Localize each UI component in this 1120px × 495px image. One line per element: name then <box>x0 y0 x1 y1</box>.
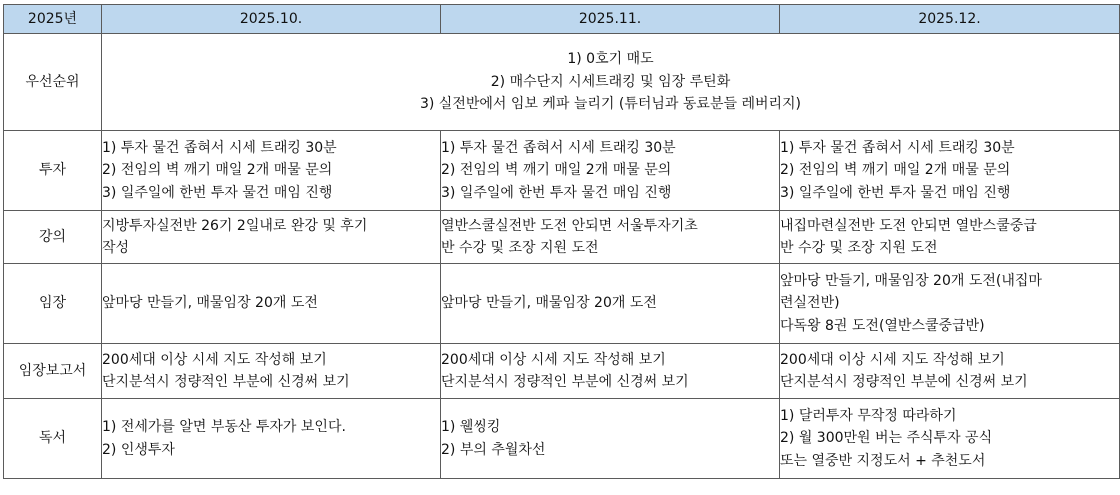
header-month-dec: 2025.12. <box>780 5 1120 34</box>
invest-oct-line-3: 3) 일주일에 한번 투자 물건 매임 진행 <box>102 184 333 201</box>
row-label-lecture: 강의 <box>4 211 102 264</box>
report-cell-nov <box>441 344 780 399</box>
priority-line-2: 2) 매수단지 시세트래킹 및 임장 루틴화 <box>490 73 731 90</box>
invest-row <box>4 131 1120 211</box>
report-row <box>4 344 1120 399</box>
reading-dec-line-2: 2) 월 300만원 버는 주식투자 공식 <box>780 430 993 447</box>
invest-nov-line-3: 3) 일주일에 한번 투자 물건 매임 진행 <box>441 184 672 201</box>
row-label-report: 임장보고서 <box>4 344 102 399</box>
invest-oct-line-1: 1) 투자 물건 좁혀서 시세 트래킹 30분 <box>102 139 337 156</box>
invest-dec-line-2: 2) 전임의 벽 깨기 매일 2개 매물 문의 <box>780 162 1011 179</box>
lecture-oct-line-1: 지방투자실전반 26기 2일내로 완강 및 후기 <box>102 217 368 234</box>
priority-cell <box>102 34 1120 131</box>
invest-nov-line-1: 1) 투자 물건 좁혀서 시세 트래킹 30분 <box>441 139 676 156</box>
field-nov-line-1: 앞마당 만들기, 매물임장 20개 도전 <box>441 295 657 312</box>
reading-row <box>4 399 1120 479</box>
report-oct-line-2: 단지분석시 정량적인 부분에 신경써 보기 <box>102 374 350 390</box>
invest-cell-oct <box>102 131 441 211</box>
report-nov-line-2: 단지분석시 정량적인 부분에 신경써 보기 <box>441 374 689 390</box>
report-cell-oct <box>102 344 441 399</box>
row-label-invest: 투자 <box>4 131 102 211</box>
header-row <box>4 5 1120 34</box>
reading-cell-nov <box>441 399 780 479</box>
priority-line-3: 3) 실전반에서 임보 케파 늘리기 (튜터님과 동료분들 레버리지) <box>419 96 802 113</box>
reading-dec-line-1: 1) 달러투자 무작정 따라하기 <box>780 407 957 424</box>
reading-cell-dec <box>780 399 1120 479</box>
lecture-row <box>4 211 1120 264</box>
header-month-oct: 2025.10. <box>102 5 441 34</box>
lecture-nov-line-2: 반 수강 및 조장 지원 도전 <box>441 240 599 256</box>
reading-nov-line-2: 2) 부의 추월차선 <box>441 441 546 458</box>
report-cell-dec <box>780 344 1120 399</box>
field-cell-dec <box>780 264 1120 344</box>
row-label-field: 임장 <box>4 264 102 344</box>
invest-oct-line-2: 2) 전임의 벽 깨기 매일 2개 매물 문의 <box>102 162 333 179</box>
field-cell-oct <box>102 264 441 344</box>
field-cell-nov <box>441 264 780 344</box>
reading-nov-line-1: 1) 웰씽킹 <box>441 419 501 435</box>
lecture-dec-line-1: 내집마련실전반 도전 안되면 열반스쿨중급 <box>780 217 1037 234</box>
lecture-dec-line-2: 반 수강 및 조장 지원 도전 <box>780 240 938 256</box>
header-year: 2025년 <box>4 5 102 34</box>
invest-dec-line-3: 3) 일주일에 한번 투자 물건 매임 진행 <box>780 184 1011 201</box>
lecture-cell-oct <box>102 211 441 264</box>
field-oct-line-1: 앞마당 만들기, 매물임장 20개 도전 <box>102 295 318 312</box>
reading-oct-line-1: 1) 전세가를 알면 부동산 투자가 보인다. <box>102 419 346 435</box>
report-dec-line-2: 단지분석시 정량적인 부분에 신경써 보기 <box>780 374 1028 390</box>
priority-row <box>4 34 1120 131</box>
invest-cell-dec <box>780 131 1120 211</box>
invest-dec-line-1: 1) 투자 물건 좁혀서 시세 트래킹 30분 <box>780 139 1015 156</box>
lecture-nov-line-1: 열반스쿨실전반 도전 안되면 서울투자기초 <box>441 217 698 234</box>
lecture-cell-dec <box>780 211 1120 264</box>
lecture-oct-line-2: 작성 <box>102 240 130 256</box>
reading-oct-line-2: 2) 인생투자 <box>102 441 175 458</box>
invest-nov-line-2: 2) 전임의 벽 깨기 매일 2개 매물 문의 <box>441 162 672 179</box>
report-dec-line-1: 200세대 이상 시세 지도 작성해 보기 <box>780 351 1005 368</box>
field-row <box>4 264 1120 344</box>
header-month-nov: 2025.11. <box>441 5 780 34</box>
report-oct-line-1: 200세대 이상 시세 지도 작성해 보기 <box>102 351 327 368</box>
annual-plan-table <box>3 4 1120 479</box>
field-dec-line-1: 앞마당 만들기, 매물임장 20개 도전(내집마 <box>780 272 1042 289</box>
reading-cell-oct <box>102 399 441 479</box>
row-label-priority: 우선순위 <box>4 34 102 131</box>
row-label-reading: 독서 <box>4 399 102 479</box>
field-dec-line-3: 다독왕 8권 도전(열반스쿨중급반) <box>780 317 985 334</box>
invest-cell-nov <box>441 131 780 211</box>
field-dec-line-2: 련실전반) <box>780 295 840 312</box>
report-nov-line-1: 200세대 이상 시세 지도 작성해 보기 <box>441 351 666 368</box>
lecture-cell-nov <box>441 211 780 264</box>
reading-dec-line-3: 또는 열중반 지정도서 + 추천도서 <box>780 452 986 469</box>
priority-line-1: 1) 0호기 매도 <box>567 51 654 68</box>
